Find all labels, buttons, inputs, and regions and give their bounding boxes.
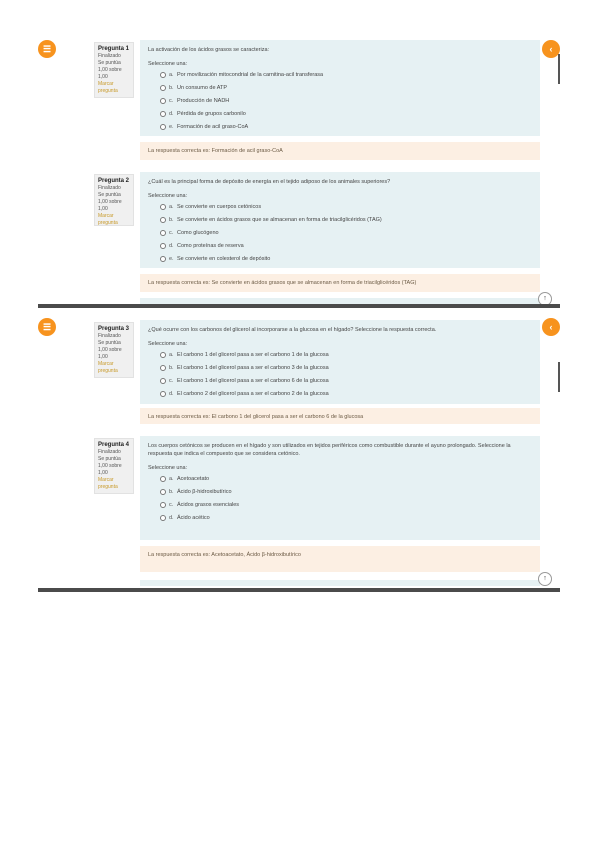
radio-button[interactable] [160, 230, 166, 236]
radio-button[interactable] [160, 124, 166, 130]
radio-button[interactable] [160, 256, 166, 262]
question-info-2 [94, 174, 134, 226]
radio-button[interactable] [160, 489, 166, 495]
scrollbar[interactable] [558, 362, 560, 392]
flag-question-link[interactable]: Marcar pregunta [98, 213, 118, 226]
select-label: Seleccione una: [148, 465, 188, 471]
answer-option[interactable]: e. Formación de acil graso-CoA [160, 123, 532, 131]
answer-option[interactable]: a. Se convierte en cuerpos cetónicos [160, 203, 532, 211]
answer-option[interactable]: d. Como proteínas de reserva [160, 242, 532, 250]
question-1 [140, 40, 540, 136]
answer-option[interactable]: d. El carbono 2 del glicerol pasa a ser el carbono 2 de la glucosa [160, 390, 532, 398]
nav-drawer-icon[interactable]: ☰ [38, 318, 56, 336]
nav-drawer-icon[interactable]: ☰ [38, 40, 56, 58]
answer-option[interactable]: c. Como glucógeno [160, 229, 532, 237]
question-2 [140, 172, 540, 268]
question-info-3 [94, 322, 134, 378]
question-text: La activación de los ácidos grasos se caracteriza: [148, 47, 270, 53]
radio-button[interactable] [160, 243, 166, 249]
radio-button[interactable] [160, 365, 166, 371]
question-score: Se puntúa 1,00 sobre 1,00 [98, 456, 122, 476]
question-status: Finalizado [98, 449, 121, 455]
answer-option[interactable]: d. Ácido acético [160, 514, 532, 522]
radio-button[interactable] [160, 111, 166, 117]
question-3 [140, 320, 540, 404]
arrow-up-icon[interactable]: ↑ [538, 572, 552, 586]
screenshot-panel-2 [38, 314, 560, 592]
radio-button[interactable] [160, 204, 166, 210]
scrollbar[interactable] [558, 54, 560, 84]
next-question-edge [140, 580, 540, 586]
question-number: Pregunta 3 [98, 326, 130, 332]
question-status: Finalizado [98, 53, 121, 59]
chevron-left-icon[interactable]: ‹ [542, 318, 560, 336]
arrow-up-icon[interactable]: ↑ [538, 292, 552, 306]
flag-question-link[interactable]: Marcar pregunta [98, 361, 118, 374]
flag-question-link[interactable]: Marcar pregunta [98, 81, 118, 94]
radio-button[interactable] [160, 476, 166, 482]
question-text: ¿Cuál es la principal forma de depósito de energía en el tejido adiposo de los animales superiores? [148, 179, 391, 185]
question-4 [140, 436, 540, 540]
flag-question-link[interactable]: Marcar pregunta [98, 477, 118, 490]
answer-option[interactable]: e. Se convierte en colesterol de depósito [160, 255, 532, 263]
question-number: Pregunta 4 [98, 442, 130, 448]
select-label: Seleccione una: [148, 61, 188, 67]
question-number: Pregunta 2 [98, 178, 130, 184]
answer-option[interactable]: b. Ácido β-hidroxibutírico [160, 488, 532, 496]
question-text: Los cuerpos cetónicos se producen en el hígado y son utilizados en tejidos periféricos como combustible durante el ayuno prolongado. Seleccione la respuesta que indica el compuesto que se considera cetónico. [148, 443, 511, 457]
chevron-left-icon[interactable]: ‹ [542, 40, 560, 58]
feedback-1: La respuesta correcta es: Formación de acil graso-CoA [140, 142, 540, 160]
answer-option[interactable]: c. Producción de NADH [160, 97, 532, 105]
question-score: Se puntúa 1,00 sobre 1,00 [98, 192, 122, 212]
answer-option[interactable]: c. El carbono 1 del glicerol pasa a ser el carbono 6 de la glucosa [160, 377, 532, 385]
answer-option[interactable]: c. Ácidos grasos esenciales [160, 501, 532, 509]
answer-option[interactable]: a. Acetoacetato [160, 475, 532, 483]
radio-button[interactable] [160, 378, 166, 384]
select-label: Seleccione una: [148, 193, 188, 199]
radio-button[interactable] [160, 85, 166, 91]
question-text: ¿Qué ocurre con los carbonos del glicerol al incorporarse a la glucosa en el hígado? Seleccione la respuesta correcta. [148, 327, 437, 333]
answer-option[interactable]: b. Un consumo de ATP [160, 84, 532, 92]
answer-option[interactable]: d. Pérdida de grupos carbonilo [160, 110, 532, 118]
radio-button[interactable] [160, 98, 166, 104]
question-number: Pregunta 1 [98, 46, 130, 52]
feedback-2: La respuesta correcta es: Se convierte en ácidos grasos que se almacenan en forma de triacilglicéridos (TAG) [140, 274, 540, 292]
screenshot-panel-1 [38, 36, 560, 308]
answer-option[interactable]: b. Se convierte en ácidos grasos que se almacenan en forma de triacilglicéridos (TAG) [160, 216, 532, 224]
radio-button[interactable] [160, 502, 166, 508]
question-score: Se puntúa 1,00 sobre 1,00 [98, 60, 122, 80]
question-status: Finalizado [98, 333, 121, 339]
question-info-1 [94, 42, 134, 98]
radio-button[interactable] [160, 515, 166, 521]
feedback-3: La respuesta correcta es: El carbono 1 del glicerol pasa a ser el carbono 6 de la glucosa [140, 408, 540, 424]
radio-button[interactable] [160, 72, 166, 78]
select-label: Seleccione una: [148, 341, 188, 347]
radio-button[interactable] [160, 352, 166, 358]
question-status: Finalizado [98, 185, 121, 191]
question-info-4 [94, 438, 134, 494]
window-bottom-border [38, 588, 560, 592]
answer-option[interactable]: a. El carbono 1 del glicerol pasa a ser el carbono 1 de la glucosa [160, 351, 532, 359]
question-score: Se puntúa 1,00 sobre 1,00 [98, 340, 122, 360]
feedback-4: La respuesta correcta es: Acetoacetato, Ácido β-hidroxibutírico [140, 546, 540, 572]
answer-option[interactable]: a. Por movilización mitocondrial de la carnitina-acil transferasa [160, 71, 532, 79]
answer-option[interactable]: b. El carbono 1 del glicerol pasa a ser el carbono 3 de la glucosa [160, 364, 532, 372]
radio-button[interactable] [160, 391, 166, 397]
radio-button[interactable] [160, 217, 166, 223]
window-bottom-border [38, 304, 560, 308]
